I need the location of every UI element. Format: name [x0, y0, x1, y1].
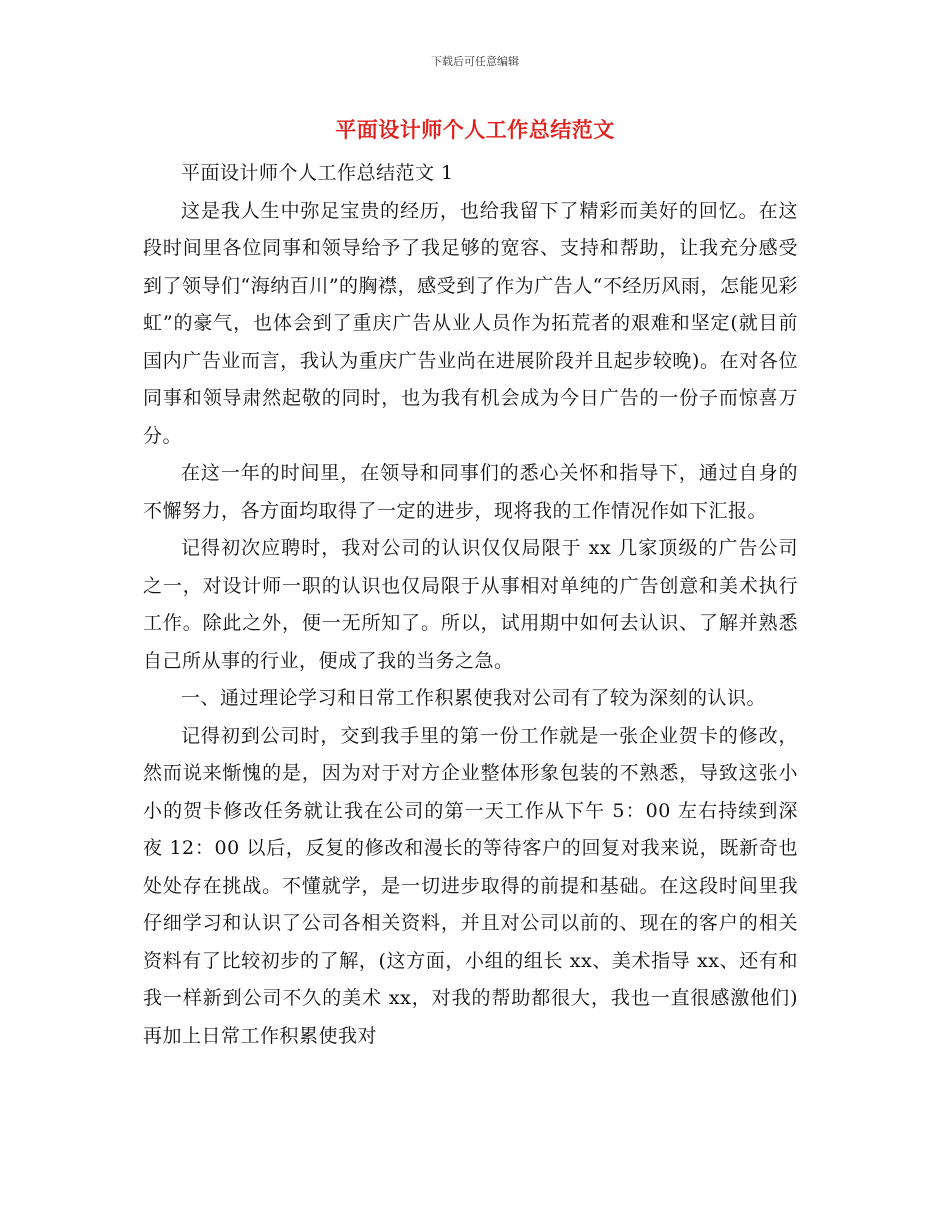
body-paragraph: 记得初次应聘时，我对公司的认识仅仅局限于 xx 几家顶级的广告公司之一，对设计师一职的认识也仅局限于从事相对单纯的广告创意和美术执行工作。除此之外，便一无所知了。所以，试用期中如何去认识、了解并熟悉自己所从事的行业，便成了我的当务之急。 [143, 537, 798, 672]
document-title: 平面设计师个人工作总结范文 [335, 117, 615, 142]
body-paragraph: 在这一年的时间里，在领导和同事们的悉心关怀和指导下，通过自身的不懈努力，各方面均取得了一定的进步，现将我的工作情况作如下汇报。 [143, 462, 798, 522]
header-note: 下载后可任意编辑 [431, 55, 519, 68]
body-paragraph: 记得初到公司时，交到我手里的第一份工作就是一张企业贺卡的修改，然而说来惭愧的是，因为对于对方企业整体形象包装的不熟悉，导致这张小小的贺卡修改任务就让我在公司的第一天工作从下午 5：00 左右持续到深夜 12：00 以后，反复的修改和漫长的等待客户的回复对我来说，既新奇也处处存在挑战。不懂就学，是一切进步取得的前提和基础。在这段时间里我仔细学习和认识了公司各相关资料，并且对公司以前的、现在的客户的相关资料有了比较初步的了解，(这方面，小组的组长 xx、美术指导 xx、还有和我一样新到公司不久的美术 xx，对我的帮助都很大，我也一直很感激他们)再加上日常工作积累使我对 [143, 724, 798, 1047]
body-paragraph: 一、通过理论学习和日常工作积累使我对公司有了较为深刻的认识。 [181, 687, 767, 709]
document-body [143, 155, 798, 1055]
section-heading: 平面设计师个人工作总结范文 1 [181, 162, 454, 184]
body-paragraph: 这是我人生中弥足宝贵的经历，也给我留下了精彩而美好的回忆。在这段时间里各位同事和领导给予了我足够的宽容、支持和帮助，让我充分感受到了领导们“海纳百川”的胸襟，感受到了作为广告人“不经历风雨，怎能见彩虹”的豪气，也体会到了重庆广告从业人员作为拓荒者的艰难和坚定(就目前国内广告业而言，我认为重庆广告业尚在进展阶段并且起步较晚)。在对各位同事和领导肃然起敬的同时，也为我有机会成为今日广告的一份子而惊喜万分。 [143, 199, 798, 447]
